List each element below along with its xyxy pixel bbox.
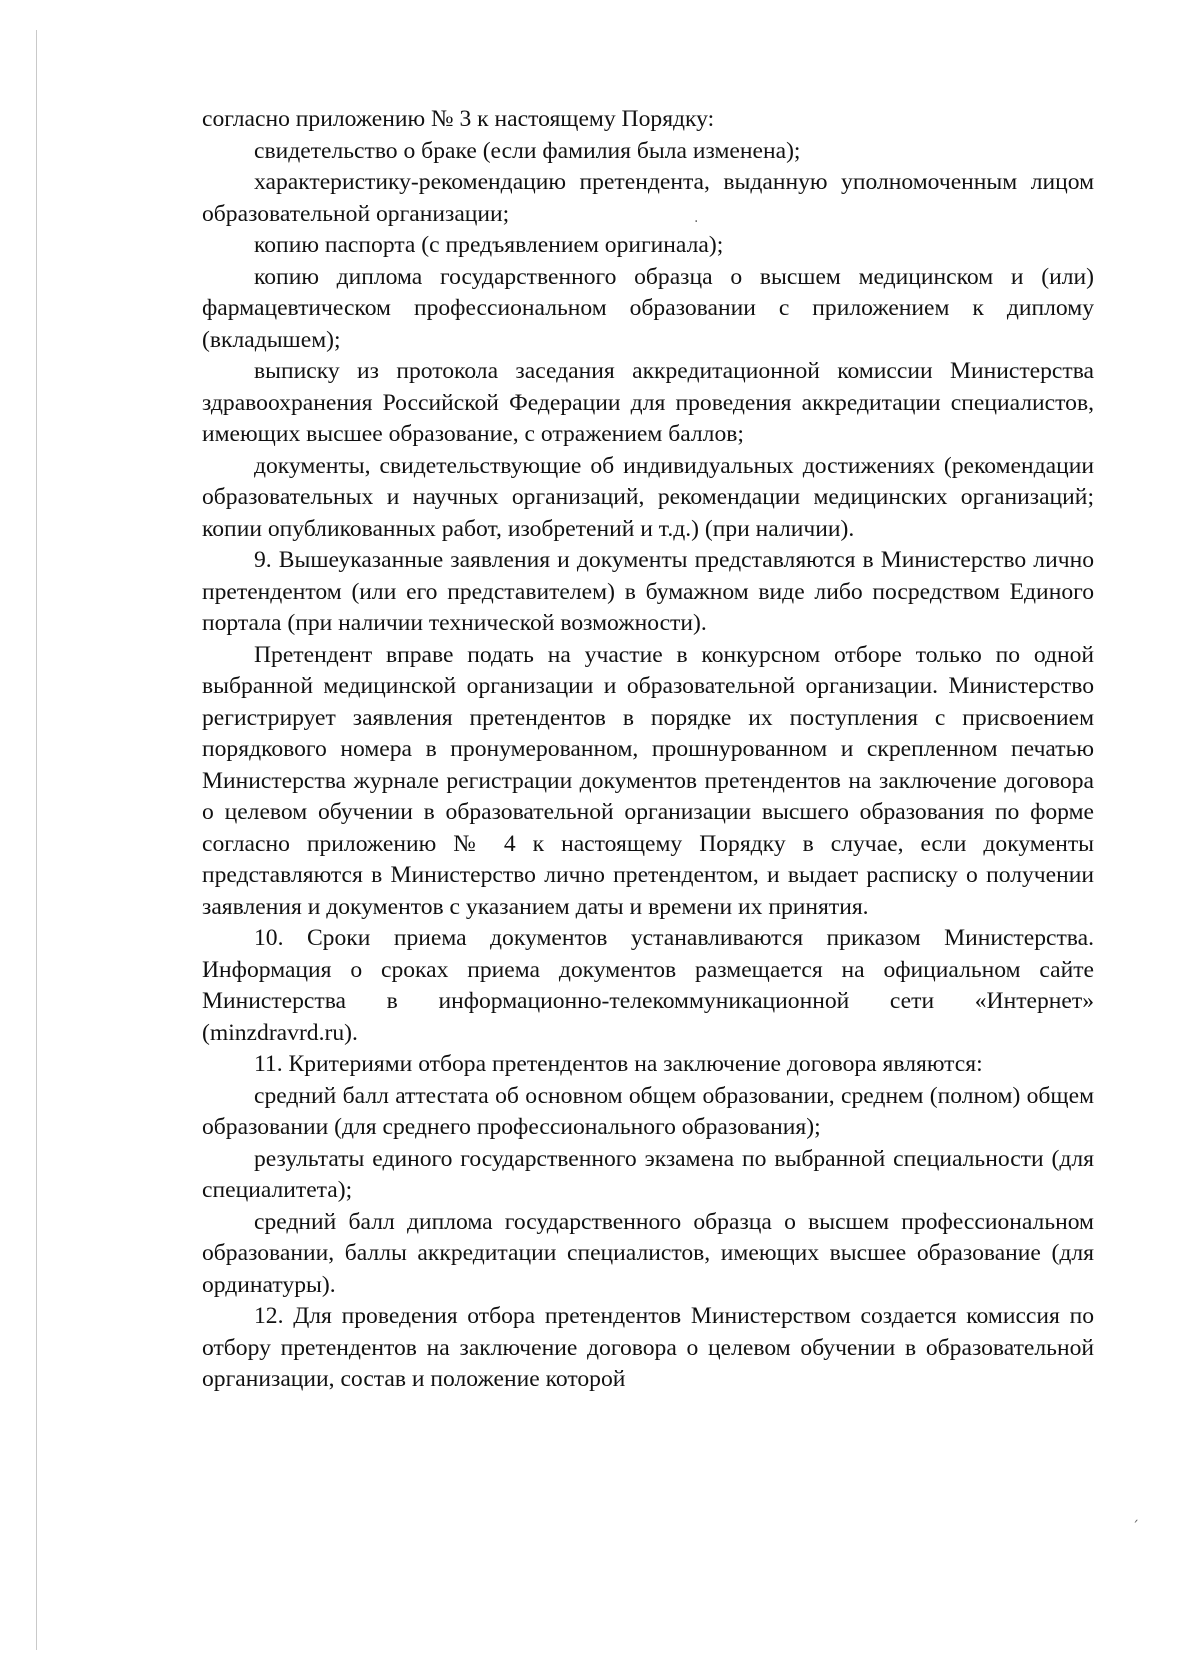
scan-speck: ˏ — [1132, 1507, 1139, 1523]
scan-speck: · — [694, 214, 699, 230]
paragraph-criterion-specialitet: результаты единого государственного экзамена по выбранной специальности (для специалитета); — [202, 1145, 1094, 1203]
document-body — [202, 104, 1094, 1396]
paragraph-section-9: 9. Вышеуказанные заявления и документы представляются в Министерство лично претендентом (или его представителем) в бумажном виде либо посредством Единого портала (при наличии технической возможности). — [202, 547, 1094, 636]
scan-edge-line — [36, 30, 37, 1650]
paragraph-protocol-extract: выписку из протокола заседания аккредитационной комиссии Министерства здравоохранения Российской Федерации для проведения аккредитации специалистов, имеющих высшее образование, с отражением баллов; — [202, 358, 1094, 447]
paragraph-diploma-copy: копию диплома государственного образца о высшем медицинском и (или) фармацевтическом профессиональном образовании с приложением к диплому (вкладышем); — [202, 263, 1094, 353]
paragraph-achievements: документы, свидетельствующие об индивидуальных достижениях (рекомендации образовательных и научных организаций, рекомендации медицинских организаций; копии опубликованных работ, изобретений и т.д.) (при наличии). — [202, 452, 1094, 542]
paragraph-criterion-spo: средний балл аттестата об основном общем образовании, среднем (полном) общем образовании (для среднего профессионального образования); — [202, 1082, 1094, 1140]
paragraph-section-12: 12. Для проведения отбора претендентов Министерством создается комиссия по отбору претендентов на заключение договора о целевом обучении в образовательной организации, состав и положение которой — [202, 1303, 1094, 1392]
paragraph-section-11: 11. Критериями отбора претендентов на заключение договора являются: — [254, 1051, 983, 1077]
paragraph-marriage-certificate: свидетельство о браке (если фамилия была изменена); — [254, 137, 801, 164]
paragraph-section-10: 10. Сроки приема документов устанавливаются приказом Министерства. Информация о сроках приема документов размещается на официальном сайте Министерства в информационно-телекоммуникационной сети «Интернет» (minzdravrd.ru). — [202, 925, 1094, 1046]
paragraph-continuation: согласно приложению № 3 к настоящему Порядку: — [202, 106, 715, 132]
paragraph-recommendation: характеристику-рекомендацию претендента, выданную уполномоченным лицом образовательной организации; — [202, 169, 1094, 227]
paragraph-criterion-ordinatura: средний балл диплома государственного образца о высшем профессиональном образовании, баллы аккредитации специалистов, имеющих высшее образование (для ординатуры). — [202, 1208, 1094, 1298]
paragraph-passport-copy: копию паспорта (с предъявлением оригинала); — [254, 232, 724, 258]
paragraph-applicant-rights: Претендент вправе подать на участие в конкурсном отборе только по одной выбранной медицинской организации и образовательной организации. Министерство регистрирует заявления претендентов в порядке их поступления с присвоением порядкового номера в пронумерованном, прошнурованном и скрепленном печатью Министерства журнале регистрации документов претендентов на заключение договора о целевом обучении в образовательной организации высшего образования по форме согласно приложению № 4 к настоящему Порядку в случае, если документы представляются в Министерство лично претендентом, и выдает расписку о получении заявления и документов с указанием даты и времени их принятия. — [202, 641, 1094, 920]
